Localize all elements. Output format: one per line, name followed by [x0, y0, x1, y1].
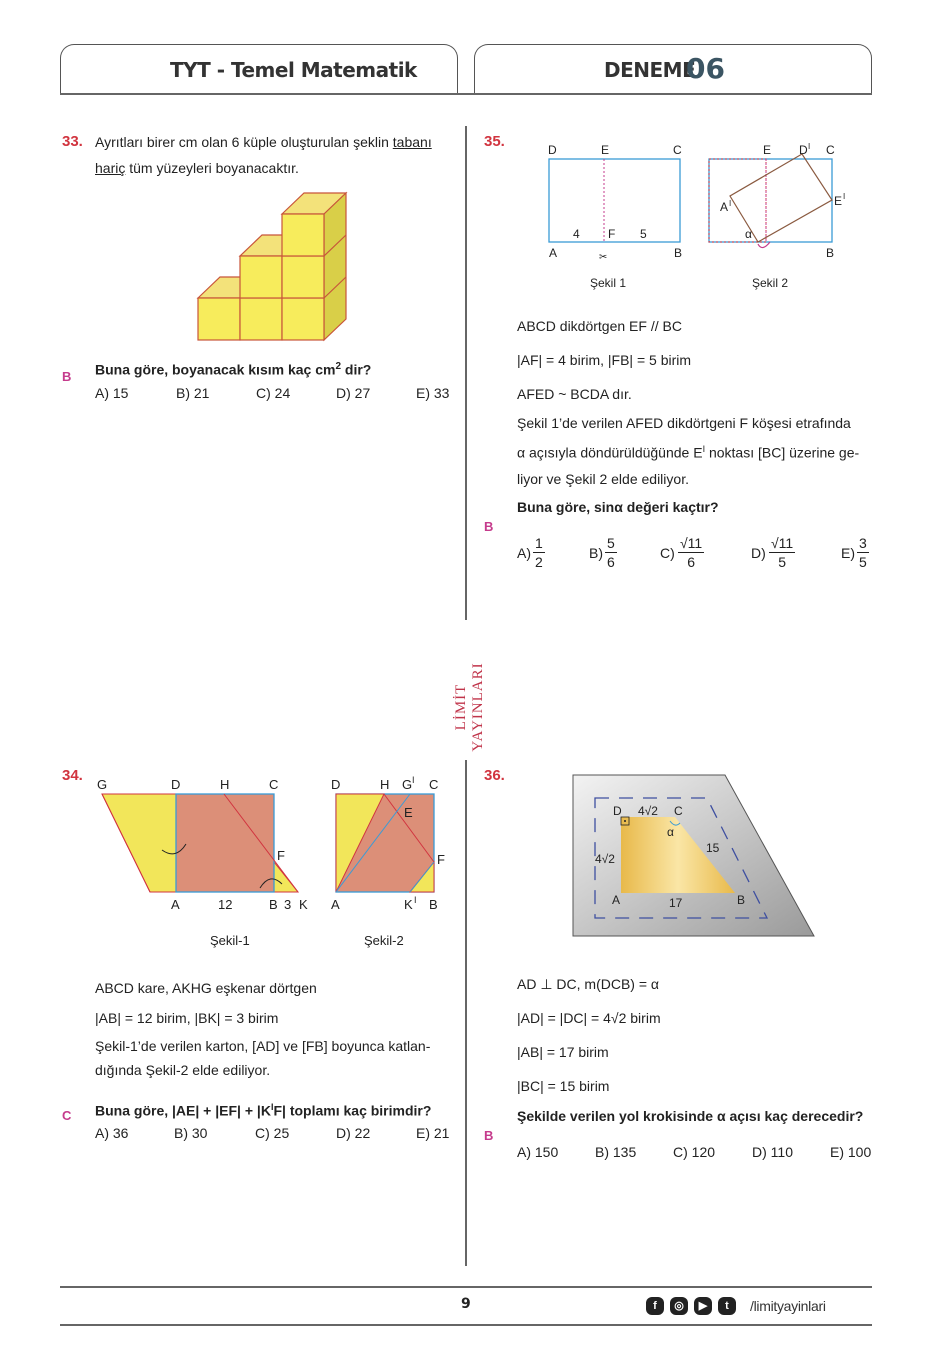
fig36-label-d: D [613, 804, 622, 818]
fig34-2-label-g-prime: I [412, 775, 415, 785]
fig35-1-label-5: 5 [640, 227, 647, 241]
question-36-question: Şekilde verilen yol krokisinde α açısı kaç derecedir? [517, 1108, 864, 1124]
fig34-1-label-f: F [277, 848, 285, 863]
fig34-1-label-12: 12 [218, 897, 233, 912]
fig34-1-label-b: B [269, 897, 278, 912]
q35-caption-2: Şekil 2 [752, 276, 789, 290]
instagram-icon[interactable]: ◎ [670, 1297, 688, 1315]
fig35-2-label-a-prime: I [729, 199, 732, 208]
exam-title: DENEME [604, 58, 696, 82]
q34-caption-2: Şekil-2 [364, 933, 404, 948]
fig35-2-label-e-prime-mark: I [843, 192, 846, 201]
fig35-1-label-4: 4 [573, 227, 580, 241]
question-36-road-figure [570, 772, 820, 940]
youtube-icon[interactable]: ▶ [694, 1297, 712, 1315]
fig34-1-label-d: D [171, 777, 181, 792]
fig34-2-label-c: C [429, 777, 439, 792]
q34-caption-1: Şekil-1 [210, 933, 250, 948]
exam-number: 06 [686, 52, 725, 85]
fig34-1-label-k: K [299, 897, 308, 912]
question-33-answer-key: B [62, 369, 72, 384]
question-36-answer-key: B [484, 1128, 494, 1143]
fig36-label-dc: 4√2 [638, 804, 658, 818]
fig34-2-label-b: B [429, 897, 438, 912]
fig35-2-label-a: A [720, 200, 729, 214]
fig35-1-label-b: B [674, 246, 683, 260]
question-33-cube-figure [190, 185, 360, 345]
fig35-2-label-alpha: α [745, 227, 752, 241]
question-36-text: AD ⊥ DC, m(DCB) = α |AD| = |DC| = 4√2 birim |AB| = 17 birim |BC| = 15 birim [517, 976, 661, 1094]
question-35-text-2: Şekil 1’de verilen AFED dikdörtgeni F köşesi etrafında α açısıyla döndürüldüğünde $E^I$ noktası [BC] üzerine ge- liyor ve Şekil 2 elde ediliyor. [517, 415, 860, 487]
fig35-1-label-c: C [673, 143, 682, 157]
fig34-1-label-h: H [220, 777, 230, 792]
fig34-2-label-k: K [404, 897, 413, 912]
q34-option-b[interactable]: B) 30 [174, 1125, 208, 1141]
fig35-2-label-e-prime: E [834, 194, 843, 208]
fig36-label-b: B [737, 893, 746, 907]
footer-rule-bottom [60, 1324, 872, 1326]
question-36-number: 36. [484, 767, 505, 784]
question-35-figure [540, 140, 850, 290]
fig35-1-label-e: E [601, 143, 610, 157]
question-34-figure [90, 772, 450, 917]
fig35-1-label-a: A [549, 246, 558, 260]
fig36-label-c: C [674, 804, 683, 818]
fig35-1-label-f: F [608, 227, 616, 241]
fig34-1-label-a: A [171, 897, 180, 912]
fig34-2-label-k-prime: I [414, 895, 417, 905]
question-35-text: ABCD dikdörtgen EF // BC |AF| = 4 birim, |FB| = 5 birim AFED ~ BCDA dır. [517, 318, 692, 402]
fig34-2-label-d: D [331, 777, 341, 792]
fig35-2-label-d: D [799, 143, 808, 157]
question-35-answer-key: B [484, 519, 494, 534]
fig34-2-label-f: F [437, 852, 445, 867]
fig36-label-ad: 4√2 [595, 852, 615, 866]
fig34-1-label-g: G [97, 777, 108, 792]
q34-option-e[interactable]: E) 21 [416, 1125, 450, 1141]
fig36-label-15: 15 [706, 841, 720, 855]
question-34-answer-key: C [62, 1108, 72, 1123]
question-34-number: 34. [62, 767, 83, 784]
social-handle[interactable]: /limityayinlari [750, 1298, 826, 1314]
fig35-2-label-d-prime: I [808, 142, 811, 151]
q34-option-a[interactable]: A) 36 [95, 1125, 129, 1141]
question-34-text-2: Şekil-1’de verilen karton, [AD] ve [FB] boyunca katlan- dığında Şekil-2 elde ediliyor. [95, 1038, 431, 1078]
fig36-label-a: A [612, 893, 621, 907]
question-33-number: 33. [62, 133, 83, 150]
q34-option-d[interactable]: D) 22 [336, 1125, 371, 1141]
fig35-2-label-c: C [826, 143, 835, 157]
fig34-2-label-g: G [402, 777, 413, 792]
question-34-text: ABCD kare, AKHG eşkenar dörtgen |AB| = 12 birim, |BK| = 3 birim [95, 980, 317, 1026]
scissors-icon: ✂ [599, 252, 608, 263]
subject-title: TYT - Temel Matematik [170, 58, 417, 82]
column-divider-bottom [465, 760, 467, 1266]
question-33-text: Ayrıtları birer cm olan 6 küple oluşturulan şeklin tabanı hariç tüm yüzeyleri boyanacaktır. [95, 134, 432, 176]
fig34-2-label-h: H [380, 777, 390, 792]
fig34-1-label-3: 3 [284, 897, 292, 912]
question-33-question: Buna göre, boyanacak kısım kaç $cm^2$ dir? [95, 361, 372, 378]
q36-option-c[interactable]: C) 120 [673, 1144, 716, 1160]
header-rule [60, 93, 872, 95]
question-35-number: 35. [484, 133, 505, 150]
fig34-2-label-a: A [331, 897, 340, 912]
q33-option-d[interactable]: D) 27 [336, 385, 371, 401]
page-number: 9 [461, 1296, 471, 1312]
q33-option-e[interactable]: E) 33 [416, 385, 450, 401]
fig35-2-label-e: E [763, 143, 772, 157]
question-35-question: Buna göre, sinα değeri kaçtır? [517, 499, 719, 515]
q36-option-b[interactable]: B) 135 [595, 1144, 637, 1160]
q36-option-e[interactable]: E) 100 [830, 1144, 872, 1160]
fig35-1-label-d: D [548, 143, 557, 157]
q33-option-c[interactable]: C) 24 [256, 385, 291, 401]
q35-caption-1: Şekil 1 [590, 276, 627, 290]
q34-option-c[interactable]: C) 25 [255, 1125, 290, 1141]
q36-option-d[interactable]: D) 110 [752, 1144, 793, 1160]
column-divider-top [465, 126, 467, 620]
fig36-label-17: 17 [669, 896, 683, 910]
twitter-icon[interactable]: t [718, 1297, 736, 1315]
question-34-question: Buna göre, $|AE| + |EF| + |K^IF|$ toplamı kaç birimdir? [95, 1102, 432, 1119]
footer-rule-top [60, 1286, 872, 1288]
fig34-1-label-c: C [269, 777, 279, 792]
q36-option-a[interactable]: A) 150 [517, 1144, 559, 1160]
facebook-icon[interactable]: f [646, 1297, 664, 1315]
q33-option-b[interactable]: B) 21 [176, 385, 210, 401]
fig35-2-label-b: B [826, 246, 835, 260]
fig34-2-label-e: E [404, 805, 413, 820]
q33-option-a[interactable]: A) 15 [95, 385, 129, 401]
fig36-label-alpha: α [667, 825, 674, 839]
publisher-vertical-text: LİMİT YAYINLARI [453, 662, 486, 752]
